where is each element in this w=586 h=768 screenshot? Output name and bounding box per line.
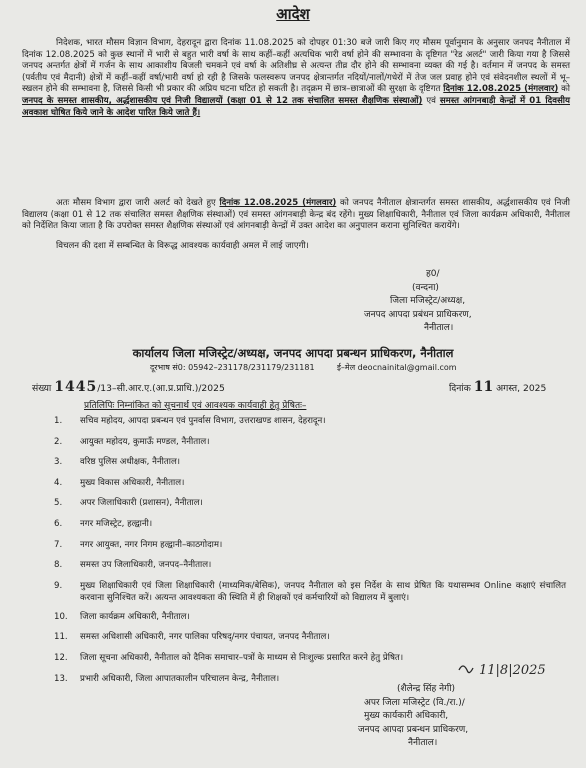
recipient-number: 9.: [54, 580, 63, 591]
recipient-number: 6.: [54, 518, 63, 529]
recipient-number: 3.: [54, 457, 63, 468]
recipient-text: प्रभारी अधिकारी, जिला आपातकालीन परिचालन केन्द्र, नैनीताल।: [80, 673, 280, 684]
recipient-item: [54, 559, 566, 571]
order-paragraph-2: अतः मौसम विभाग द्वारा जारी अलर्ट को देखते हुए दिनांक 12.08.2025 (मंगलवार) को जनपद नैनीताल क्षेत्रान्तर्गत समस्त शासकीय, अर्द्धशासकीय एवं निजी विद्यालय (कक्षा 01 से 12 तक संचालित समस्त शैक्षणिक संस्थाओं) एवं समस्त आंगनबाड़ी केन्द्र बंद रहेंगे। मुख्य शिक्षाधिकारी, नैनीताल एवं जिला कार्यक्रम अधिकारी, नैनीताल को निर्देशित किया जाता है कि उपरोक्त समस्त शैक्षणिक संस्थाओं एवं आंगनबाड़ी केन्द्रों में उक्त आदेश का अनुपालन कराना सुनिश्चित करायेंगे।: [22, 198, 570, 232]
copy-to-heading: प्रतिलिपिः निम्नांकित को सूचनार्थ एवं आवश्यक कार्यवाही हेतु प्रेषितः–: [84, 401, 307, 411]
recipient-text: आयुक्त महोदय, कुमाऊँ मण्डल, नैनीताल।: [80, 436, 210, 447]
recipient-item: [54, 456, 566, 468]
recipient-text: नगर मजिस्ट्रेट, हल्द्वानी।: [80, 518, 153, 529]
order-paragraph-1: निदेशक, भारत मौसम विज्ञान विभाग, देहरादून द्वारा दिनांक 11.08.2025 को दोपहर 01:30 बजे जारी किए गए मौसम पूर्वानुमान के अनुसार जनपद नैनीताल में दिनांक 12.08.2025 को कुछ स्थानों में भारी से बहुत भारी वर्षा के साथ कहीं–कहीं अत्यधिक भारी वर्षा होने की सम्भावना के दृष्टिगत "रेड अलर्ट" जारी किया गया है जिससे जनपद अन्तर्गत क्षेत्रों में गर्जन के साथ आकाशीय बिजली चमकने एवं वर्षा के अतिशीघ्र से अत्यन्त तीव्र दौर होने की सम्भावना व्यक्त की गई है। वर्तमान में जनपद के समस्त (पर्वतीय एवं मैदानी) क्षेत्रों में कहीं–कहीं वर्षा/भारी वर्षा हो रही है जिसके फलस्वरूप जनपद क्षेत्रान्तर्गत नदियों/नालों/गधेरों में तेज जल प्रवाह होने एवं संवेदनशील स्थलों में भू–स्खलन होने की सम्भावना है, जिससे किसी भी प्रकार की अप्रिय घटना घटित हो सकती है। तद्क्रम में छात्र–छात्राओं की सुरक्षा के दृष्टिगत दिनांक 12.08.2025 (मंगलवार) को जनपद के समस्त शासकीय, अर्द्धशासकीय एवं निजी विद्यालयों (कक्षा 01 से 12 तक संचालित समस्त शैक्षणिक संस्थाओं) एवं समस्त आंगनबाड़ी केन्द्रों में 01 दिवसीय अवकाश घोषित किये जाने के आदेश पारित किये जाते हैं।: [22, 38, 571, 118]
recipient-item: [54, 477, 566, 489]
recipient-text: सचिव महोदय, आपदा प्रबन्धन एवं पुनर्वास विभाग, उत्तराखण्ड शासन, देहरादून।: [80, 416, 326, 426]
signature-block-adm: (शैलेन्द्र सिंह नेगी) अपर जिला मजिस्ट्रेट (वि./रा.)/ मुख्य कार्यकारी अधिकारी, जनपद आपदा प्रबन्धन प्राधिकरण, नैनीताल।: [358, 684, 469, 749]
recipient-text: वरिष्ठ पुलिस अधीक्षक, नैनीताल।: [80, 457, 181, 468]
office-email: ई–मेल deocnainital@gmail.com: [337, 363, 457, 372]
recipient-text: समस्त अधिशासी अधिकारी, नगर पालिका परिषद्/नगर पंचायत, जनपद नैनीताल।: [80, 632, 330, 643]
office-header: कार्यालय जिला मजिस्ट्रेट/अध्यक्ष, जनपद आपदा प्रबन्धन प्राधिकरण, नैनीताल: [132, 346, 454, 360]
reference-date: दिनांक 11 अगस्त, 2025: [449, 379, 547, 395]
recipient-number: 2.: [54, 436, 63, 447]
recipient-number: 7.: [54, 539, 63, 550]
recipient-item: [54, 611, 566, 623]
recipient-text: मुख्य शिक्षाधिकारी एवं जिला शिक्षाधिकारी (माध्यमिक/बेसिक), जनपद नैनीताल को इस निर्देश के साथ प्रेषित कि यथासम्भव Online कक्षाएं संचालित करवाना सुनिश्चित करें। अत्यन्त आवश्यकता की स्थिति में ही शिक्षकों एवं कर्मचारियों को विद्यालय में बुलाएं।: [80, 580, 566, 603]
recipient-number: 13.: [54, 673, 68, 684]
svg-text:11|8|2025: 11|8|2025: [479, 663, 546, 678]
recipient-item: [54, 580, 566, 604]
recipient-list: [54, 415, 566, 693]
recipient-number: 4.: [54, 477, 63, 488]
document-title: आदेश: [276, 5, 310, 23]
reference-number: 1445: [54, 379, 98, 395]
recipient-item: [54, 518, 566, 530]
recipient-number: 1.: [54, 416, 63, 426]
recipient-item: [54, 436, 566, 448]
recipient-text: समस्त उप जिलाधिकारी, जनपद–नैनीताल।: [80, 560, 212, 571]
recipient-text: अपर जिलाधिकारी (प्रशासन), नैनीताल।: [80, 498, 203, 509]
signature-block-dm: ह0/ (वन्दना) जिला मजिस्ट्रेट/अध्यक्ष, जनपद आपदा प्रबंधन प्राधिकरण, नैनीताल।: [364, 269, 472, 333]
recipient-number: 10.: [54, 611, 68, 622]
recipient-text: जिला कार्यक्रम अधिकारी, नैनीताल।: [80, 611, 190, 622]
handwritten-signature: [455, 658, 547, 680]
order-paragraph-3: विचलन की दशा में सम्बन्धित के विरूद्ध आवश्यक कार्यवाही अमल में लाई जाएगी।: [56, 241, 309, 251]
recipient-item: [54, 631, 566, 643]
recipient-number: 12.: [54, 652, 68, 663]
recipient-text: मुख्य विकास अधिकारी, नैनीताल।: [80, 477, 185, 488]
recipient-number: 5.: [54, 498, 63, 509]
office-phone: दूरभाष सं0: 05942–231178/231179/231181: [150, 363, 315, 372]
reference-line: संख्या 1445/13–सी.आर.ए.(आ.प्र.प्राधि.)/2025 दिनांक 11 अगस्त, 2025: [32, 379, 547, 395]
recipient-number: 8.: [54, 560, 63, 571]
recipient-item: [54, 415, 566, 427]
recipient-number: 11.: [54, 632, 68, 643]
recipient-item: [54, 539, 566, 551]
recipient-item: [54, 497, 566, 509]
recipient-text: नगर आयुक्त, नगर निगम हल्द्वानी–काठगोदाम।: [80, 539, 223, 550]
recipient-text: जिला सूचना अधिकारी, नैनीताल को दैनिक समाचार–पत्रों के माध्यम से निःशुल्क प्रसारित करने हेतु प्रेषित।: [80, 652, 404, 663]
